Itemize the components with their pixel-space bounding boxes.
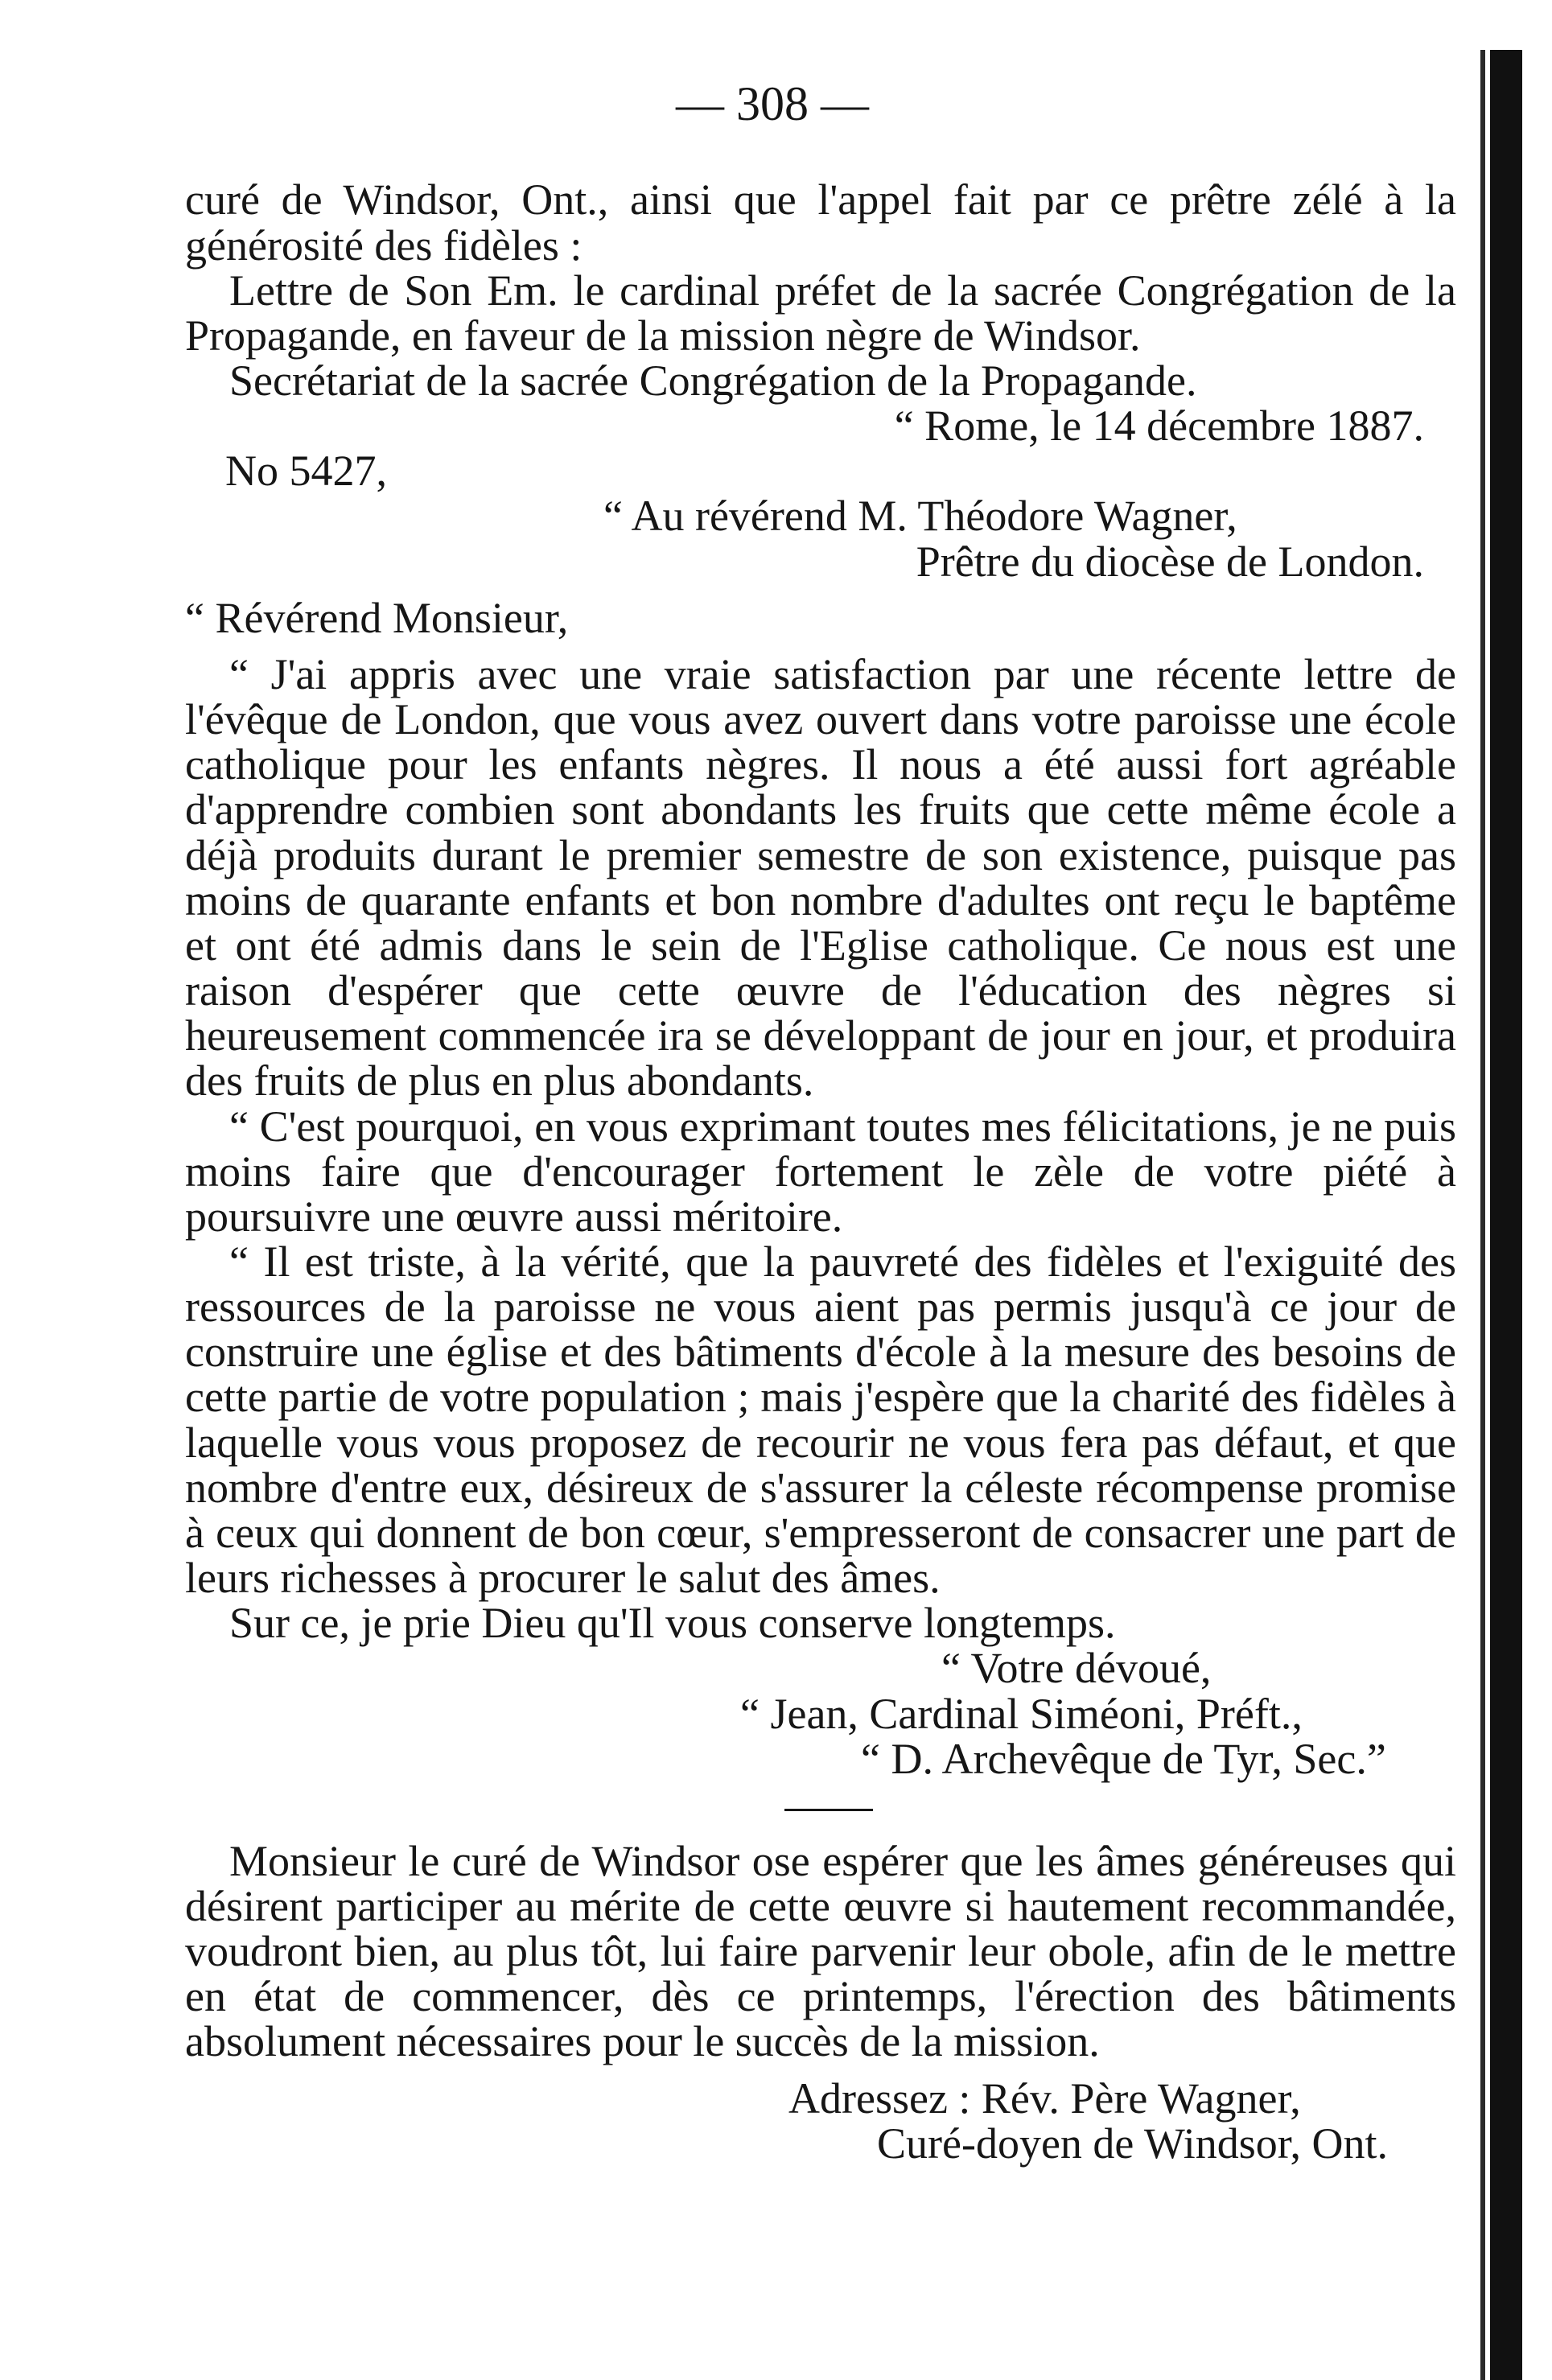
- letter-paragraph-2: “ C'est pourquoi, en vous exprimant toutes mes félicitations, je ne puis moins faire que d'encourager fortement le zèle de votre piété à poursuivre une œuvre aussi méritoire.: [185, 1101, 1456, 1241]
- closing: “ Votre dévoué,: [941, 1644, 1212, 1693]
- signature-archbishop: “ D. Archevêque de Tyr, Sec.”: [861, 1734, 1386, 1783]
- letter-number: No 5427,: [225, 447, 387, 496]
- divider-rule: [784, 1809, 873, 1811]
- document-body: [185, 79, 1456, 2166]
- page-edge-shadow: [1480, 50, 1485, 2380]
- addressee-line-2: Prêtre du diocèse de London.: [916, 537, 1424, 586]
- letter-paragraph-1: “ J'ai appris avec une vraie satisfaction par une récente lettre de l'évêque de London, que vous avez ouvert dans votre paroisse une école catholique pour les enfants nègres. Il nous a été aussi fort agréable d'apprendre combien sont abondants les fruits que cette même école a déjà produits durant le premier semestre de son existence, puisque pas moins de quarante enfants et bon nombre d'adultes ont reçu le baptême et ont été admis dans le sein de l'Eglise catholique. Ce nous est une raison d'espérer que cette œuvre de l'éducation des nègres si heureusement commencée ira se développant de jour en jour, et produira des fruits de plus en plus abondants.: [185, 649, 1456, 1106]
- letter-title: Lettre de Son Em. le cardinal préfet de la sacrée Congrégation de la Propagande, en faveur de la mission nègre de Windsor.: [185, 266, 1456, 360]
- page-number: — 308 —: [676, 77, 869, 130]
- letter-paragraph-4: Sur ce, je prie Dieu qu'Il vous conserve longtemps.: [229, 1599, 1116, 1648]
- page-edge: [1490, 50, 1522, 2380]
- letter-paragraph-3: “ Il est triste, à la vérité, que la pauvreté des fidèles et l'exiguité des ressources de la paroisse ne vous aient pas permis jusqu'à ce jour de construire une église et des bâtiments d'école à la mesure des besoins de cette partie de votre population ; mais j'espère que la charité des fidèles à laquelle vous vous proposez de recourir ne vous fera pas défaut, et que nombre d'entre eux, désireux de s'assurer la céleste récompense promise à ceux qui donnent de bon cœur, s'empresseront de consacrer une part de leurs richesses à procurer le salut des âmes.: [185, 1237, 1456, 1603]
- appeal-paragraph: Monsieur le curé de Windsor ose espérer que les âmes généreuses qui désirent participer au mérite de cette œuvre si hautement recommandée, voudront bien, au plus tôt, lui faire parvenir leur obole, afin de le mettre en état de commencer, dès ce printemps, l'érection des bâtiments absolument nécessaires pour le succès de la mission.: [185, 1836, 1456, 2066]
- intro-paragraph: curé de Windsor, Ont., ainsi que l'appel fait par ce prêtre zélé à la générosité des fidèles :: [185, 175, 1456, 270]
- place-date: “ Rome, le 14 décembre 1887.: [894, 401, 1424, 451]
- secretariat-line: Secrétariat de la sacrée Congrégation de la Propagande.: [229, 356, 1197, 406]
- addressee-line-1: “ Au révérend M. Théodore Wagner,: [603, 492, 1237, 541]
- salutation: “ Révérend Monsieur,: [185, 593, 569, 642]
- address-line-2: Curé-doyen de Windsor, Ont.: [877, 2119, 1389, 2168]
- address-line-1: Adressez : Rév. Père Wagner,: [788, 2073, 1301, 2123]
- signature-cardinal: “ Jean, Cardinal Siméoni, Préft.,: [740, 1689, 1303, 1738]
